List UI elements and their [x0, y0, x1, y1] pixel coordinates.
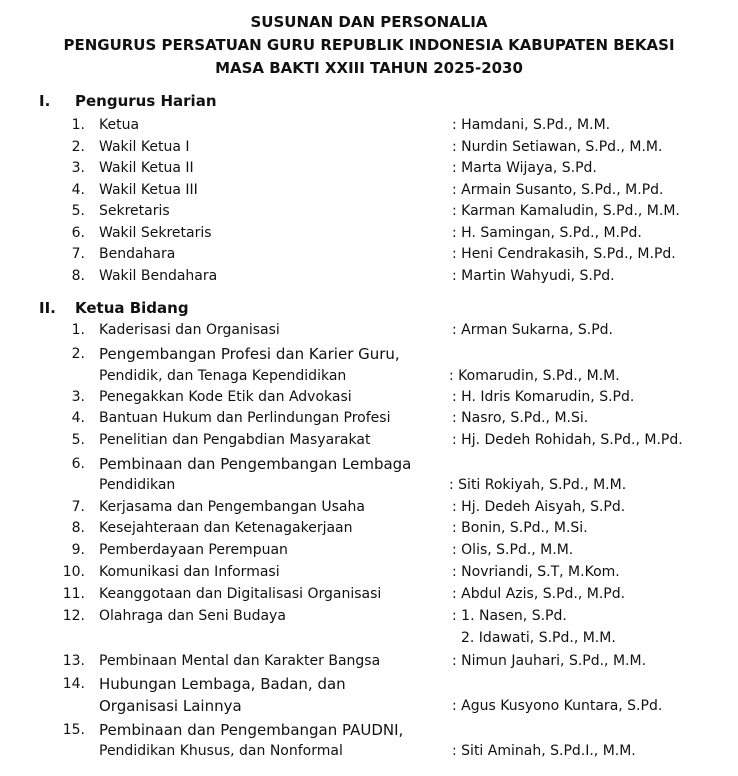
item-number: 3. — [71, 160, 85, 176]
member-name: : 1. Nasen, S.Pd. — [452, 608, 567, 624]
position-label: Wakil Ketua I — [99, 139, 190, 155]
member-name: : Hamdani, S.Pd., M.M. — [452, 117, 611, 133]
member-name: : Nurdin Setiawan, S.Pd., M.M. — [452, 139, 663, 155]
member-name: : Nimun Jauhari, S.Pd., M.M. — [452, 653, 647, 669]
item-number: 8. — [71, 268, 85, 284]
member-name-second: 2. Idawati, S.Pd., M.M. — [461, 630, 616, 646]
field-label-continuation: Pendidikan Khusus, dan Nonformal — [99, 743, 343, 759]
item-number: 1. — [71, 322, 85, 338]
item-number: 14. — [62, 676, 85, 692]
item-number: 6. — [71, 225, 85, 241]
member-name: : Marta Wijaya, S.Pd. — [452, 160, 597, 176]
position-label: Wakil Ketua II — [99, 160, 194, 176]
position-label: Wakil Sekretaris — [99, 225, 212, 241]
position-label: Wakil Bendahara — [99, 268, 218, 284]
member-name: : Heni Cendrakasih, S.Pd., M.Pd. — [452, 246, 676, 262]
member-name: : Agus Kusyono Kuntara, S.Pd. — [452, 698, 663, 714]
section-title: Pengurus Harian — [75, 92, 217, 110]
item-number: 4. — [71, 182, 85, 198]
item-number: 12. — [62, 608, 85, 624]
field-label: Pembinaan Mental dan Karakter Bangsa — [99, 653, 381, 669]
member-name: : Komarudin, S.Pd., M.M. — [449, 368, 620, 384]
field-label: Pembinaan dan Pengembangan PAUDNI, — [99, 721, 404, 739]
field-label-continuation: Pendidikan — [99, 477, 176, 493]
field-label-continuation: Organisasi Lainnya — [99, 697, 242, 715]
item-number: 7. — [71, 499, 85, 515]
member-name: : Hj. Dedeh Rohidah, S.Pd., M.Pd. — [452, 432, 683, 448]
field-label: Penegakkan Kode Etik dan Advokasi — [99, 389, 352, 405]
item-number: 15. — [62, 722, 85, 738]
field-label-continuation: Pendidik, dan Tenaga Kependidikan — [99, 368, 347, 384]
item-number: 9. — [71, 542, 85, 558]
member-name: : Nasro, S.Pd., M.Si. — [452, 410, 589, 426]
member-name: : Karman Kamaludin, S.Pd., M.M. — [452, 203, 680, 219]
member-name: : H. Idris Komarudin, S.Pd. — [452, 389, 635, 405]
field-label: Pembinaan dan Pengembangan Lembaga — [99, 455, 412, 473]
section-title: Ketua Bidang — [75, 299, 189, 317]
field-label: Kesejahteraan dan Ketenagakerjaan — [99, 520, 353, 536]
item-number: 13. — [62, 653, 85, 669]
member-name: : Armain Susanto, S.Pd., M.Pd. — [452, 182, 664, 198]
item-number: 3. — [71, 389, 85, 405]
position-label: Bendahara — [99, 246, 176, 262]
field-label: Olahraga dan Seni Budaya — [99, 608, 286, 624]
item-number: 1. — [71, 117, 85, 133]
item-number: 10. — [62, 564, 85, 580]
doc-title-line-1: SUSUNAN DAN PERSONALIA — [250, 13, 488, 31]
member-name: : H. Samingan, S.Pd., M.Pd. — [452, 225, 642, 241]
item-number: 11. — [62, 586, 85, 602]
field-label: Kerjasama dan Pengembangan Usaha — [99, 499, 365, 515]
position-label: Ketua — [99, 117, 140, 133]
position-label: Sekretaris — [99, 203, 170, 219]
position-label: Wakil Ketua III — [99, 182, 198, 198]
member-name: : Hj. Dedeh Aisyah, S.Pd. — [452, 499, 626, 515]
field-label: Bantuan Hukum dan Perlindungan Profesi — [99, 410, 391, 426]
item-number: 5. — [71, 203, 85, 219]
field-label: Kaderisasi dan Organisasi — [99, 322, 280, 338]
item-number: 8. — [71, 520, 85, 536]
member-name: : Novriandi, S.T, M.Kom. — [452, 564, 620, 580]
item-number: 6. — [71, 456, 85, 472]
field-label: Penelitian dan Pengabdian Masyarakat — [99, 432, 371, 448]
item-number: 2. — [71, 346, 85, 362]
field-label: Komunikasi dan Informasi — [99, 564, 280, 580]
member-name: : Abdul Azis, S.Pd., M.Pd. — [452, 586, 626, 602]
item-number: 4. — [71, 410, 85, 426]
item-number: 2. — [71, 139, 85, 155]
member-name: : Siti Aminah, S.Pd.I., M.M. — [452, 743, 636, 759]
member-name: : Bonin, S.Pd., M.Si. — [452, 520, 588, 536]
item-number: 5. — [71, 432, 85, 448]
field-label: Keanggotaan dan Digitalisasi Organisasi — [99, 586, 382, 602]
doc-title-line-2: PENGURUS PERSATUAN GURU REPUBLIK INDONESIA KABUPATEN BEKASI — [63, 36, 675, 54]
item-number: 7. — [71, 246, 85, 262]
section-number: II. — [39, 299, 56, 317]
section-number: I. — [39, 92, 51, 110]
member-name: : Martin Wahyudi, S.Pd. — [452, 268, 615, 284]
field-label: Pengembangan Profesi dan Karier Guru, — [99, 345, 400, 363]
member-name: : Arman Sukarna, S.Pd. — [452, 322, 613, 338]
field-label: Hubungan Lembaga, Badan, dan — [99, 675, 346, 693]
member-name: : Siti Rokiyah, S.Pd., M.M. — [449, 477, 627, 493]
member-name: : Olis, S.Pd., M.M. — [452, 542, 574, 558]
field-label: Pemberdayaan Perempuan — [99, 542, 288, 558]
doc-title-line-3: MASA BAKTI XXIII TAHUN 2025-2030 — [215, 59, 523, 77]
